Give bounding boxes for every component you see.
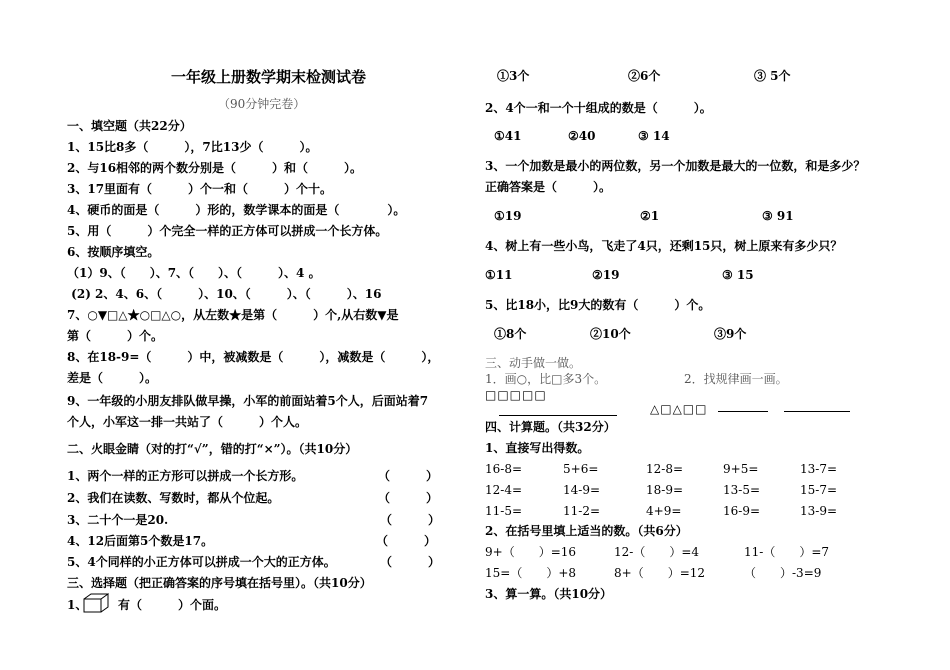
section-3-heading: 三、选择题（把正确答案的序号填在括号里）。（共10分）	[67, 576, 372, 590]
calc-sub-2: 2、在括号里填上适当的数。（共6分）	[485, 524, 688, 538]
answer-line-circles	[499, 415, 617, 416]
question-1-6-2: (2) 2、4、6、（ ）、10、（ ）、（ ）、16	[67, 287, 382, 301]
hands-on-q1: 1．画○，比□多3个。	[485, 372, 607, 386]
fill-r1-c3: 11-（ ）=7	[744, 545, 830, 559]
judge-item-4-paren: （ ）	[376, 534, 437, 548]
page-subtitle: （90分钟完卷）	[218, 97, 306, 111]
choice-4-option-2: ②19	[592, 268, 620, 282]
choice-1-option-1: ①3个	[497, 69, 530, 83]
calc-r1-c5: 13-7=	[800, 462, 838, 476]
choice-2-text: 2、4个一和一个十组成的数是（ ）。	[485, 101, 712, 115]
question-1-7-line1: 7、○▼□△★○□△○，从左数★是第（ ）个,从右数▼是	[67, 308, 399, 322]
choice-3-option-1: ①19	[494, 209, 522, 223]
question-1-3: 3、17里面有（ ）个一和（ ）个十。	[67, 182, 333, 196]
judge-item-3: 3、二十个一是20.	[67, 513, 169, 527]
choice-1-prefix: 1、	[67, 598, 88, 612]
question-1-8-line1: 8、在18-9=（ ）中，被减数是（ ），减数是（ ），	[67, 350, 440, 364]
calc-r1-c2: 5+6=	[563, 462, 599, 476]
question-1-2: 2、与16相邻的两个数分别是（ ）和（ ）。	[67, 161, 363, 175]
calc-sub-3: 3、算一算。（共10分）	[485, 587, 613, 601]
choice-2-option-3: ③ 14	[638, 129, 670, 143]
calc-r1-c1: 16-8=	[485, 462, 523, 476]
pattern-row: △□△□□	[650, 402, 708, 416]
question-1-6: 6、按顺序填空。	[67, 245, 160, 259]
calc-r3-c2: 11-2=	[563, 504, 601, 518]
judge-item-3-paren: （ ）	[380, 513, 441, 527]
calc-r2-c4: 13-5=	[723, 483, 761, 497]
choice-3-option-2: ②1	[640, 209, 660, 223]
choice-1-option-3: ③ 5个	[754, 69, 791, 83]
choice-3-option-3: ③ 91	[762, 209, 794, 223]
question-1-1: 1、15比8多（ ），7比13少（ ）。	[67, 140, 318, 154]
choice-5-option-3: ③9个	[714, 327, 747, 341]
choice-2-option-1: ①41	[494, 129, 522, 143]
question-1-6-1: （1）9、（ ）、7、（ ）、（ ）、4 。	[67, 266, 321, 280]
fill-r2-c1: 15=（ ）+8	[485, 566, 577, 580]
answer-line-pattern-1	[718, 411, 768, 412]
calc-r3-c3: 4+9=	[646, 504, 682, 518]
question-1-7-line2: 第（ ）个。	[67, 329, 164, 343]
fill-r1-c2: 12-（ ）=4	[614, 545, 700, 559]
section-1-heading: 一、填空题（共22分）	[67, 119, 192, 133]
judge-item-1-paren: （ ）	[378, 469, 439, 483]
page-title: 一年级上册数学期末检测试卷	[171, 68, 367, 86]
judge-item-2-paren: （ ）	[378, 491, 439, 505]
judge-item-5-paren: （ ）	[380, 555, 441, 569]
judge-item-2: 2、我们在读数、写数时，都从个位起。	[67, 491, 280, 505]
judge-item-4: 4、12后面第5个数是17。	[67, 534, 214, 548]
hands-on-q2: 2．找规律画一画。	[684, 372, 788, 386]
fill-r2-c3: （ ）-3=9	[744, 566, 822, 580]
judge-item-5: 5、4个同样的小正方体可以拼成一个大的正方体。	[67, 555, 336, 569]
calc-r1-c4: 9+5=	[723, 462, 759, 476]
question-1-4: 4、硬币的面是（ ）形的，数学课本的面是（ ）。	[67, 203, 406, 217]
section-4-heading: 四、计算题。（共32分）	[485, 420, 616, 434]
question-1-5: 5、用（ ）个完全一样的正方体可以拼成一个长方体。	[67, 224, 388, 238]
answer-line-pattern-2	[784, 411, 850, 412]
calc-r3-c5: 13-9=	[800, 504, 838, 518]
choice-4-option-3: ③ 15	[722, 268, 754, 282]
calc-r2-c2: 14-9=	[563, 483, 601, 497]
calc-sub-1: 1、直接写出得数。	[485, 441, 590, 455]
choice-5-option-1: ①8个	[494, 327, 527, 341]
calc-r1-c3: 12-8=	[646, 462, 684, 476]
choice-2-option-2: ②40	[568, 129, 596, 143]
choice-4-option-1: ①11	[485, 268, 513, 282]
choice-4-text: 4、树上有一些小鸟，飞走了4只，还剩15只，树上原来有多少只？	[485, 239, 843, 253]
section-2-heading: 二、火眼金睛（对的打“√”，错的打“×”）。（共10分）	[67, 442, 358, 456]
choice-3-line1: 3、一个加数是最小的两位数，另一个加数是最大的一位数，和是多少？	[485, 159, 866, 173]
choice-5-text: 5、比18小，比9大的数有（ ）个。	[485, 298, 711, 312]
squares-row: □□□□□	[485, 388, 547, 402]
calc-r3-c4: 16-9=	[723, 504, 761, 518]
fill-r2-c2: 8+（ ）=12	[614, 566, 706, 580]
calc-r2-c5: 15-7=	[800, 483, 838, 497]
fill-r1-c1: 9+（ ）=16	[485, 545, 577, 559]
calc-r2-c3: 18-9=	[646, 483, 684, 497]
calc-r2-c1: 12-4=	[485, 483, 523, 497]
choice-5-option-2: ②10个	[590, 327, 631, 341]
choice-1-option-2: ②6个	[628, 69, 661, 83]
hands-on-heading: 三、动手做一做。	[485, 356, 582, 370]
question-1-9-line2: 个人，小军这一排一共站了（ ）个人。	[67, 415, 308, 429]
cube-icon	[83, 593, 109, 613]
judge-item-1: 1、两个一样的正方形可以拼成一个长方形。	[67, 469, 304, 483]
question-1-8-line2: 差是（ ）。	[67, 371, 158, 385]
question-1-9-line1: 9、一年级的小朋友排队做早操，小军的前面站着5个人，后面站着7	[67, 394, 429, 408]
choice-3-line2: 正确答案是（ ）。	[485, 180, 612, 194]
calc-r3-c1: 11-5=	[485, 504, 523, 518]
choice-1-text: 有（ ）个面。	[118, 598, 227, 612]
